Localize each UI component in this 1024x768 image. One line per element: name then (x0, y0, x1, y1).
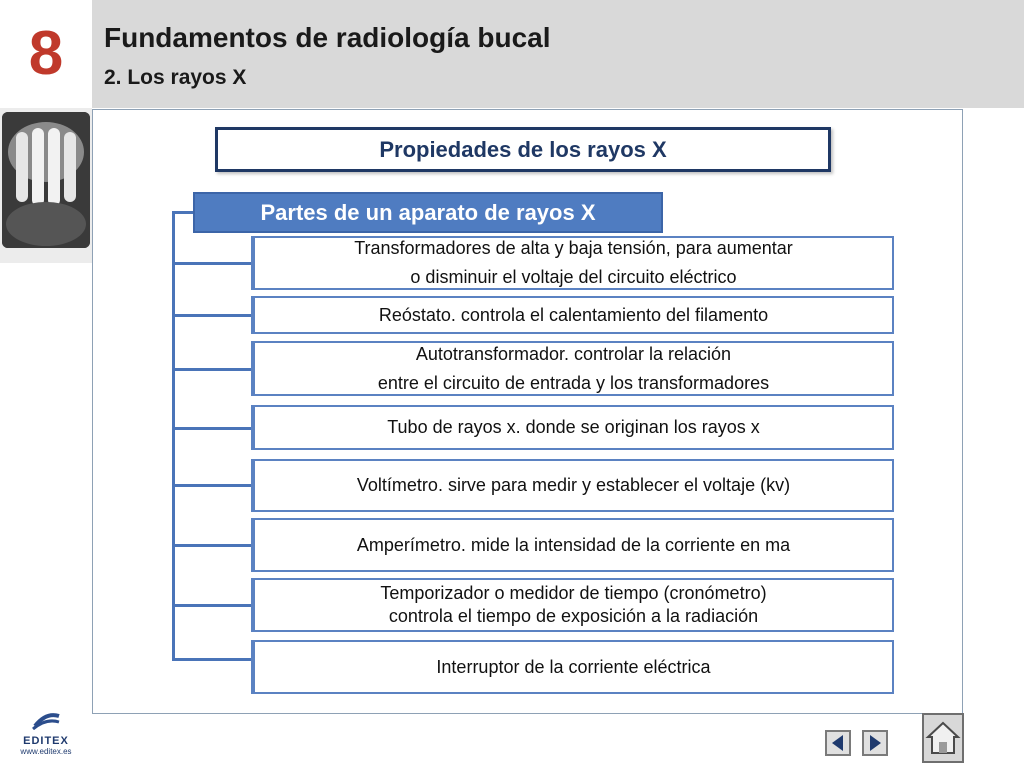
properties-box: Propiedades de los rayos X (215, 127, 831, 172)
item-text: controla el tiempo de exposición a la radiación (388, 606, 759, 626)
item-text: o disminuir el voltaje del circuito eléctrico (410, 267, 737, 287)
chapter-badge (0, 0, 92, 108)
home-icon (924, 715, 962, 761)
page-subtitle: 2. Los rayos X (104, 66, 247, 89)
triangle-right-icon (864, 732, 886, 754)
parts-title-box: Partes de un aparato de rayos X (193, 192, 663, 233)
list-item (251, 459, 894, 512)
dental-xray-image (2, 112, 90, 248)
item-text: Interruptor de la corriente eléctrica (436, 656, 711, 677)
tree-connector (172, 604, 252, 607)
tree-connector-vertical (172, 211, 175, 659)
item-text: Reóstato. controla el calentamiento del filamento (378, 304, 769, 325)
tree-connector (172, 484, 252, 487)
list-item (251, 341, 894, 396)
header-bar (0, 0, 1024, 108)
previous-slide-button[interactable] (825, 730, 851, 756)
tree-connector (172, 211, 193, 214)
editex-logo-icon (31, 712, 61, 730)
list-item (251, 296, 894, 334)
list-item (251, 236, 894, 290)
list-item (251, 405, 894, 450)
tree-connector (172, 368, 252, 371)
list-item (251, 640, 894, 694)
triangle-left-icon (827, 732, 849, 754)
tree-connector (172, 262, 252, 265)
tree-connector (172, 314, 256, 317)
item-text: Tubo de rayos x. donde se originan los rayos x (387, 417, 760, 438)
item-text: Transformadores de alta y baja tensión, para aumentar (354, 238, 793, 259)
next-slide-button[interactable] (862, 730, 888, 756)
tree-connector (172, 544, 252, 547)
item-text: Amperímetro. mide la intensidad de la corriente en ma (356, 534, 791, 555)
tree-connector (172, 427, 252, 430)
list-item (251, 518, 894, 572)
item-text: Autotransformador. controlar la relación (415, 343, 732, 364)
logo-url: www.editex.es (20, 747, 72, 756)
logo-name: EDITEX (23, 735, 69, 747)
home-button[interactable] (922, 713, 964, 763)
chapter-number: 8 (28, 19, 64, 88)
tree-connector (172, 658, 252, 661)
page-title: Fundamentos de radiología bucal (104, 22, 551, 53)
item-text: Temporizador o medidor de tiempo (cronómetro) (380, 582, 767, 603)
editex-logo (14, 712, 78, 762)
list-item (251, 578, 894, 632)
item-text: entre el circuito de entrada y los transformadores (377, 372, 770, 393)
item-text: Voltímetro. sirve para medir y establecer el voltaje (kv) (356, 475, 791, 496)
